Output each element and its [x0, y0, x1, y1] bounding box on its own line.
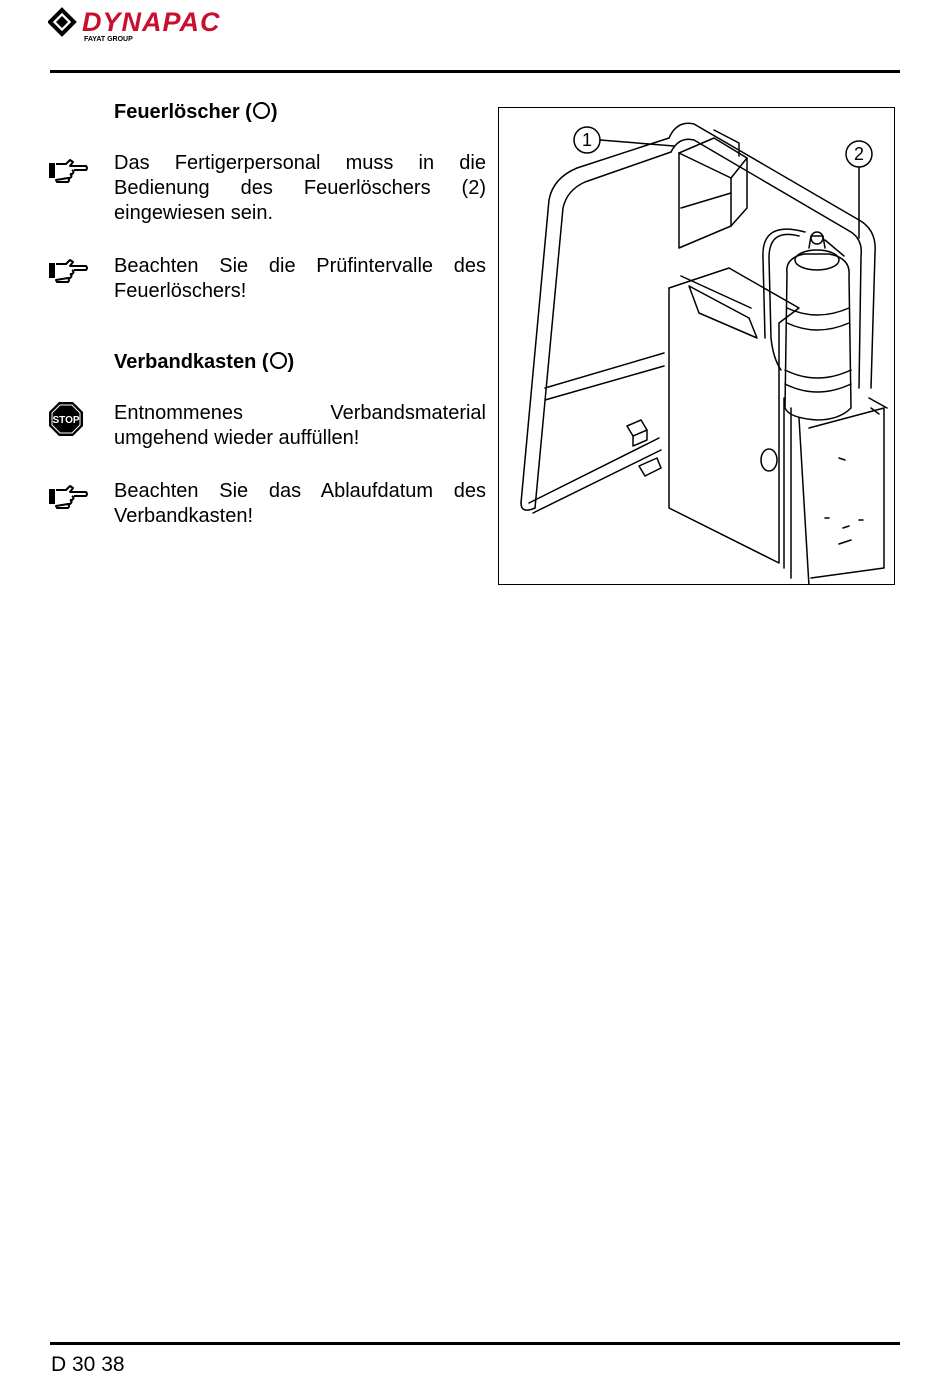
callout-label-2: 2 — [853, 144, 865, 164]
callout-label-1: 1 — [581, 130, 593, 150]
pointing-hand-icon — [48, 158, 88, 184]
logo-diamond-icon — [50, 10, 74, 34]
stop-sign-icon — [48, 401, 88, 435]
section-heading-first-aid: Verbandkasten ( ) — [114, 351, 295, 373]
page-code: D 30 38 — [51, 1353, 125, 1376]
header-rule — [50, 70, 900, 73]
railing-frame — [521, 138, 671, 513]
fire-extinguisher — [763, 229, 851, 420]
brand-name: DYNAPAC — [82, 7, 221, 37]
svg-text:STOP: STOP — [52, 415, 80, 426]
dynapac-logo — [48, 4, 308, 44]
note-expiry-text: Beachten Sie das Ablaufdatum des Verbandkasten! — [114, 480, 486, 527]
main-panel — [669, 268, 809, 585]
note-refill-text: Entnommenes Verbandsmaterial umgehend wieder auffüllen! — [114, 402, 486, 449]
note-instruction-text: Das Fertigerpersonal muss in die Bedienung des Feuerlöschers (2) eingewiesen sein. — [114, 152, 486, 224]
section-heading-fire-extinguisher: Feuerlöscher ( ) — [114, 101, 278, 123]
pointing-hand-icon — [48, 484, 88, 510]
pointing-hand-icon — [48, 258, 88, 284]
footer-rule — [50, 1342, 900, 1345]
optional-circle-icon — [270, 352, 287, 369]
figure-extinguisher-illustration — [498, 107, 895, 585]
latch — [627, 420, 661, 476]
optional-circle-icon — [253, 102, 270, 119]
note-inspection-text: Beachten Sie die Prüfintervalle des Feuerlöschers! — [114, 255, 486, 302]
brand-group: FAYAT GROUP — [84, 36, 133, 43]
side-panel — [809, 398, 887, 578]
storage-box — [679, 130, 747, 248]
